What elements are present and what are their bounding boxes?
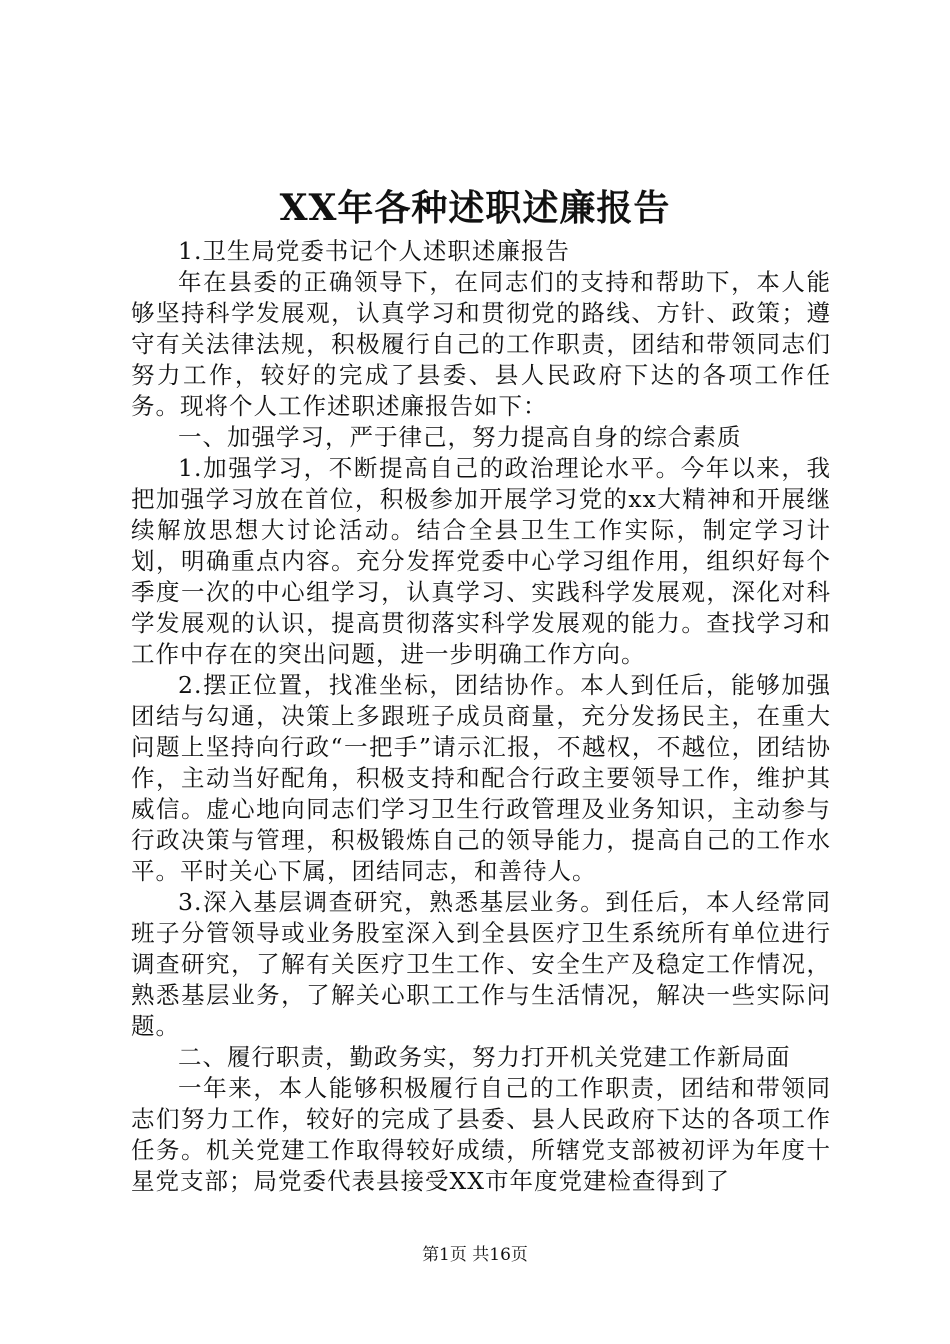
section-heading: 一、加强学习，严于律己，努力提高自身的综合素质: [178, 423, 742, 451]
paragraph: 一年来，本人能够积极履行自己的工作职责，团结和带领同志们努力工作，较好的完成了县委、县人民政府下达的各项工作任务。机关党建工作取得较好成绩，所辖党支部被初评为年度十星党支部；局党委代表县接受XX市年度党建检查得到了: [131, 1074, 831, 1195]
page-number-footer: 第1页 共16页: [422, 1245, 528, 1265]
document-body: [131, 236, 831, 1197]
document-title: XX年各种述职述廉报告: [279, 187, 671, 229]
paragraph: 1.卫生局党委书记个人述职述廉报告: [178, 237, 570, 265]
paragraph: 2.摆正位置，找准坐标，团结协作。本人到任后，能够加强团结与勾通，决策上多跟班子成员商量，充分发扬民主，在重大问题上坚持向行政“一把手”请示汇报，不越权，不越位，团结协作，主动当好配角，积极支持和配合行政主要领导工作，维护其威信。虚心地向同志们学习卫生行政管理及业务知识，主动参与行政决策与管理，积极锻炼自己的领导能力，提高自己的工作水平。平时关心下属，团结同志，和善待人。: [131, 671, 831, 885]
paragraph: 年在县委的正确领导下，在同志们的支持和帮助下，本人能够坚持科学发展观，认真学习和贯彻党的路线、方针、政策；遵守有关法律法规，积极履行自己的工作职责，团结和带领同志们努力工作，较好的完成了县委、县人民政府下达的各项工作任务。现将个人工作述职述廉报告如下：: [131, 268, 831, 420]
paragraph: 3.深入基层调查研究，熟悉基层业务。到任后，本人经常同班子分管领导或业务股室深入到全县医疗卫生系统所有单位进行调查研究，了解有关医疗卫生工作、安全生产及稳定工作情况，熟悉基层业务，了解关心职工工作与生活情况，解决一些实际问题。: [131, 888, 831, 1040]
paragraph: 1.加强学习，不断提高自己的政治理论水平。今年以来，我把加强学习放在首位，积极参加开展学习党的xx大精神和开展继续解放思想大讨论活动。结合全县卫生工作实际，制定学习计划，明确重点内容。充分发挥党委中心学习组作用，组织好每个季度一次的中心组学习，认真学习、实践科学发展观，深化对科学发展观的认识，提高贯彻落实科学发展观的能力。查找学习和工作中存在的突出问题，进一步明确工作方向。: [131, 454, 831, 668]
section-heading: 二、履行职责，勤政务实，努力打开机关党建工作新局面: [178, 1043, 791, 1071]
